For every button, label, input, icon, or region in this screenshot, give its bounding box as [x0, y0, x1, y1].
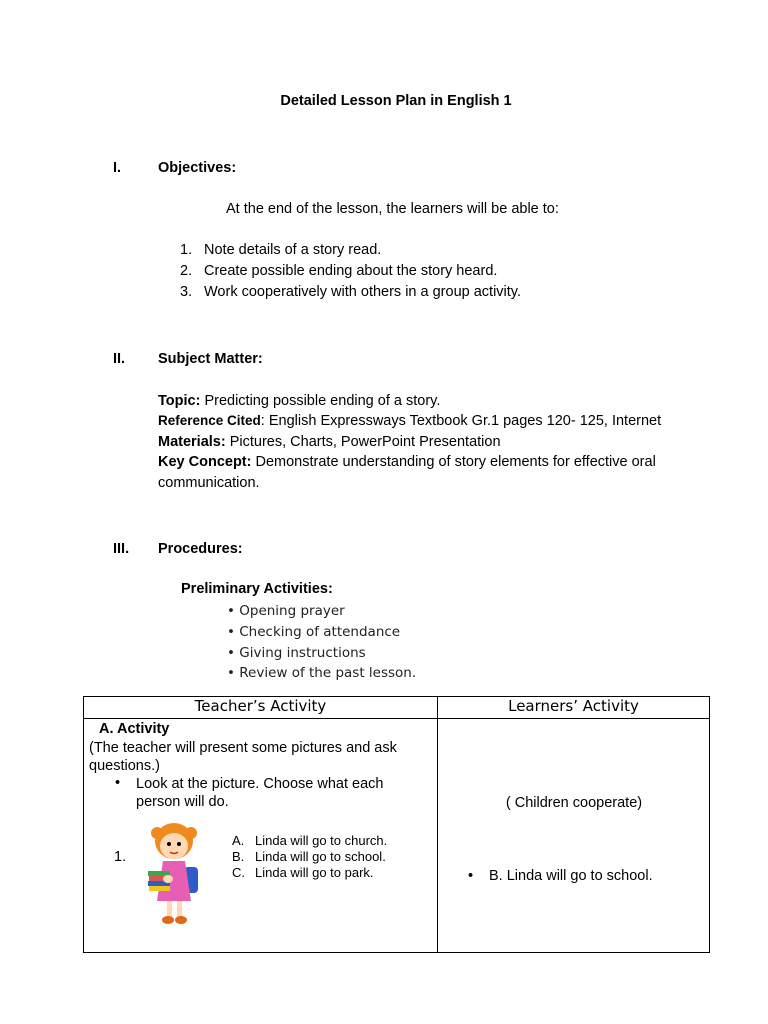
activity-table — [83, 696, 710, 953]
objective-item: 2. Create possible ending about the story heard. — [180, 263, 498, 279]
topic-line: Topic: Predicting possible ending of a story. — [158, 393, 441, 409]
objective-item: 3. Work cooperatively with others in a group activity. — [180, 284, 521, 300]
section-numeral-subject-matter: II. — [113, 351, 126, 367]
section-numeral-objectives: I. — [113, 160, 122, 176]
section-heading-procedures: Procedures: — [158, 541, 243, 557]
preliminary-item: • Giving instructions — [227, 644, 366, 661]
learners-response: ( Children cooperate) — [505, 795, 643, 811]
learners-activity-header: Learners’ Activity — [438, 697, 710, 719]
section-heading-objectives: Objectives: — [158, 160, 237, 176]
preliminary-item: • Review of the past lesson. — [227, 665, 417, 682]
girl-with-books-picture — [144, 819, 204, 929]
table-header-row — [84, 697, 710, 719]
objectives-list — [180, 240, 521, 303]
teacher-activity-cell — [84, 719, 438, 953]
reference-line: Reference Cited: English Expressways Textbook Gr.1 pages 120- 125, Internet — [158, 413, 662, 429]
activity-description: (The teacher will present some pictures and ask questions.) — [89, 740, 397, 774]
table-row — [84, 719, 710, 953]
activity-part-heading: A. Activity — [99, 721, 170, 737]
learners-answer: • B. Linda will go to school. — [468, 868, 653, 884]
learners-activity-cell — [438, 719, 710, 953]
section-numeral-procedures: III. — [113, 541, 130, 557]
choice-item: B. Linda will go to school. — [232, 849, 386, 864]
preliminary-activities-heading: Preliminary Activities: — [181, 581, 333, 597]
preliminary-item: • Checking of attendance — [227, 623, 401, 640]
preliminary-item: • Opening prayer — [227, 603, 345, 619]
objective-item: 1. Note details of a story read. — [180, 242, 382, 258]
key-concept-line: Key Concept: Demonstrate understanding of story elements for effective oral — [158, 454, 656, 470]
document-title: Detailed Lesson Plan in English 1 — [280, 93, 512, 109]
section-heading-subject-matter: Subject Matter: — [158, 351, 263, 367]
key-concept-continuation: communication. — [158, 475, 260, 491]
materials-line: Materials: Pictures, Charts, PowerPoint Presentation — [158, 434, 501, 450]
choice-item: A. Linda will go to church. — [232, 833, 388, 848]
teacher-activity-header: Teacher’s Activity — [84, 697, 438, 719]
item-number: 1. — [114, 849, 127, 865]
preliminary-activities-list — [227, 601, 416, 684]
bullet: • — [115, 775, 121, 791]
objectives-intro: At the end of the lesson, the learners will be able to: — [226, 201, 559, 217]
answer-choices — [232, 833, 387, 881]
activity-instruction: Look at the picture. Choose what each person will do. — [136, 776, 384, 810]
choice-item: C. Linda will go to park. — [232, 865, 374, 880]
